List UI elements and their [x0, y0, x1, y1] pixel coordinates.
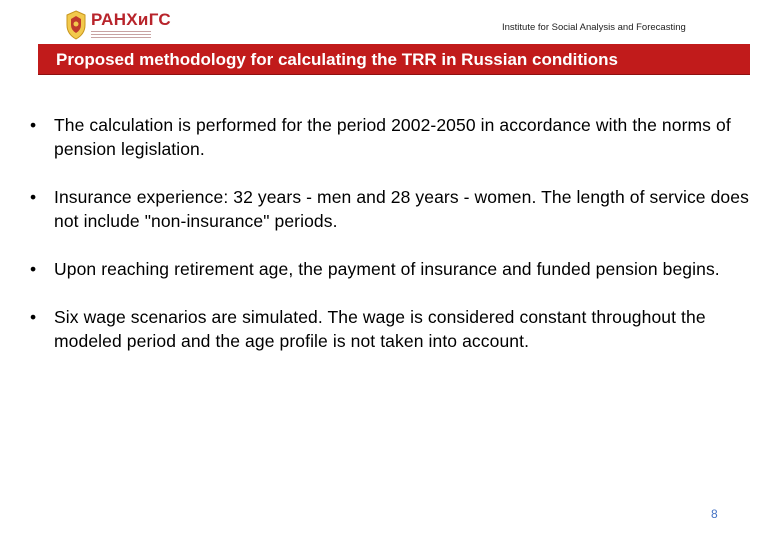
bullet-list: [30, 113, 765, 377]
bullet-icon: •: [30, 259, 37, 279]
bullet-icon: •: [30, 115, 37, 135]
bullet-icon: •: [30, 187, 37, 207]
page-number: 8: [711, 507, 718, 521]
bullet-text: Upon reaching retirement age, the payment of insurance and funded pension begins.: [54, 259, 720, 279]
slide-title: Proposed methodology for calculating the TRR in Russian conditions: [56, 50, 618, 69]
bullet-text: Six wage scenarios are simulated. The wage is considered constant throughout the modeled period and the age profile is not taken into account.: [54, 307, 706, 351]
logo-tagline: [91, 31, 151, 41]
emblem-icon: [64, 10, 88, 40]
institute-name: Institute for Social Analysis and Forecasting: [502, 22, 686, 33]
bullet-icon: •: [30, 307, 37, 327]
list-item: [30, 305, 765, 353]
bullet-text: The calculation is performed for the period 2002-2050 in accordance with the norms of pension legislation.: [54, 115, 731, 159]
bullet-text: Insurance experience: 32 years - men and 28 years - women. The length of service does not include "non-insurance" periods.: [54, 187, 749, 231]
list-item: [30, 113, 765, 161]
title-bar: [38, 44, 750, 75]
logo-text: РАНХиГС: [91, 10, 171, 29]
list-item: [30, 185, 765, 233]
logo: [64, 10, 184, 42]
list-item: [30, 257, 765, 281]
